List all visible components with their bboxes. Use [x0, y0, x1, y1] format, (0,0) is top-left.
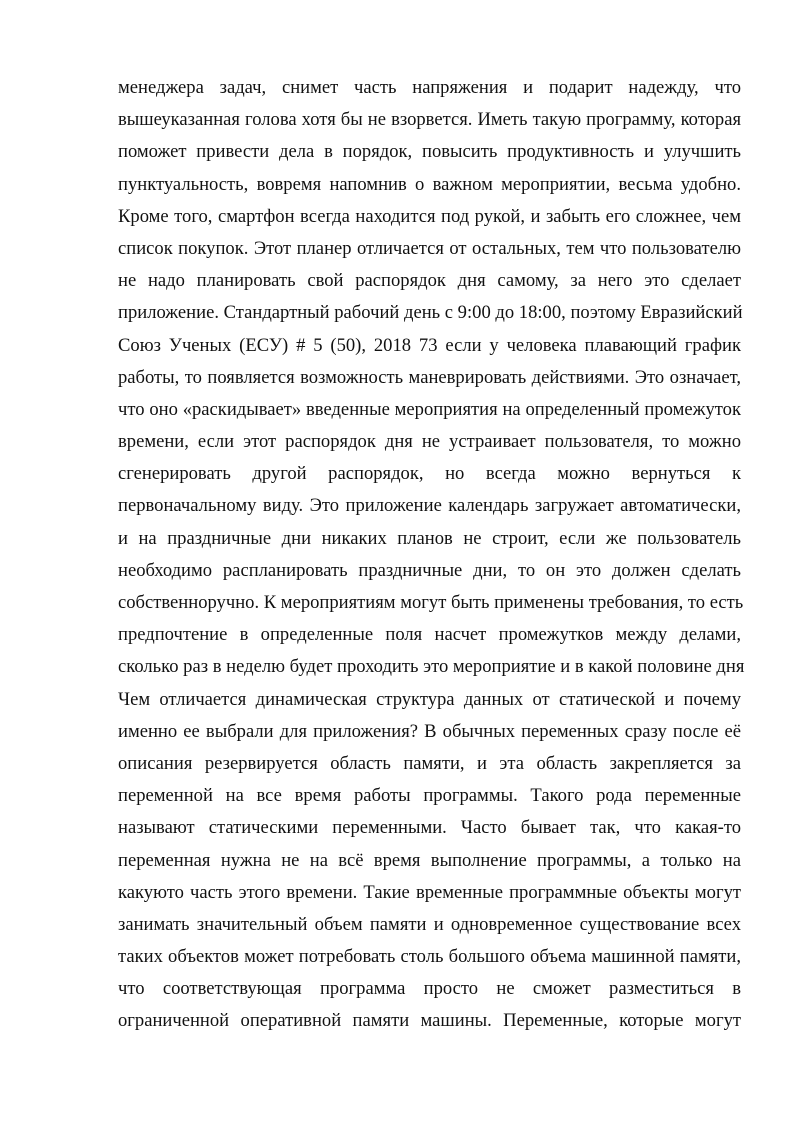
- text-line: вышеуказанная голова хотя бы не взорвется. Иметь такую программу, которая: [118, 109, 741, 131]
- text-line: Кроме того, смартфон всегда находится под рукой, и забыть его сложнее, чем: [118, 205, 741, 227]
- text-line: именно ее выбрали для приложения? В обычных переменных сразу после её: [118, 720, 741, 742]
- text-line: собственноручно. К мероприятиям могут быть применены требования, то есть: [118, 592, 744, 613]
- text-line: Союз Ученых (ЕСУ) # 5 (50), 2018 73 если у человека плавающий график: [118, 334, 741, 356]
- text-line: таких объектов может потребовать столь большого объема машинной памяти,: [118, 946, 741, 968]
- text-line: ограниченной оперативной памяти машины. Переменные, которые могут: [118, 1010, 741, 1032]
- text-line: времени, если этот распорядок дня не устраивает пользователя, то можно: [118, 431, 741, 453]
- text-line: предпочтение в определенные поля насчет промежутков между делами,: [118, 624, 741, 646]
- text-line: и на праздничные дни никаких планов не строит, если же пользователь: [118, 527, 741, 549]
- text-line: не надо планировать свой распорядок дня самому, за него это сделает: [118, 270, 741, 292]
- document-page: [118, 72, 745, 1038]
- text-line: поможет привести дела в порядок, повысить продуктивность и улучшить: [118, 141, 741, 163]
- text-line: сгенерировать другой распорядок, но всегда можно вернуться к: [118, 463, 741, 485]
- text-line: необходимо распланировать праздничные дни, то он это должен сделать: [118, 559, 741, 581]
- text-line: называют статическими переменными. Часто бывает так, что какая-то: [118, 817, 741, 839]
- text-line: пунктуальность, вовремя напомнив о важном мероприятии, весьма удобно.: [118, 173, 741, 195]
- text-line: переменная нужна не на всё время выполнение программы, а только на: [118, 849, 741, 871]
- text-line: приложение. Стандартный рабочий день с 9:00 до 18:00, поэтому Евразийский: [118, 302, 743, 324]
- text-line: описания резервируется область памяти, и эта область закрепляется за: [118, 752, 741, 774]
- text-line: работы, то появляется возможность маневрировать действиями. Это означает,: [118, 366, 741, 388]
- text-line: что соответствующая программа просто не сможет разместиться в: [118, 978, 741, 1000]
- text-line: менеджера задач, снимет часть напряжения и подарит надежду, что: [118, 77, 741, 98]
- text-line: список покупок. Этот планер отличается от остальных, тем что пользователю: [118, 237, 741, 259]
- text-line: что оно «раскидывает» введенные мероприятия на определенный промежуток: [118, 398, 741, 420]
- text-line: сколько раз в неделю будет проходить это мероприятие и в какой половине дня: [118, 656, 745, 678]
- text-line: переменной на все время работы программы. Такого рода переменные: [118, 785, 741, 807]
- text-line: занимать значительный объем памяти и одновременное существование всех: [118, 913, 741, 935]
- text-line: первоначальному виду. Это приложение календарь загружает автоматически,: [118, 495, 741, 517]
- text-line: Чем отличается динамическая структура данных от статической и почему: [118, 688, 741, 710]
- text-line: какуюто часть этого времени. Такие временные программные объекты могут: [118, 881, 741, 903]
